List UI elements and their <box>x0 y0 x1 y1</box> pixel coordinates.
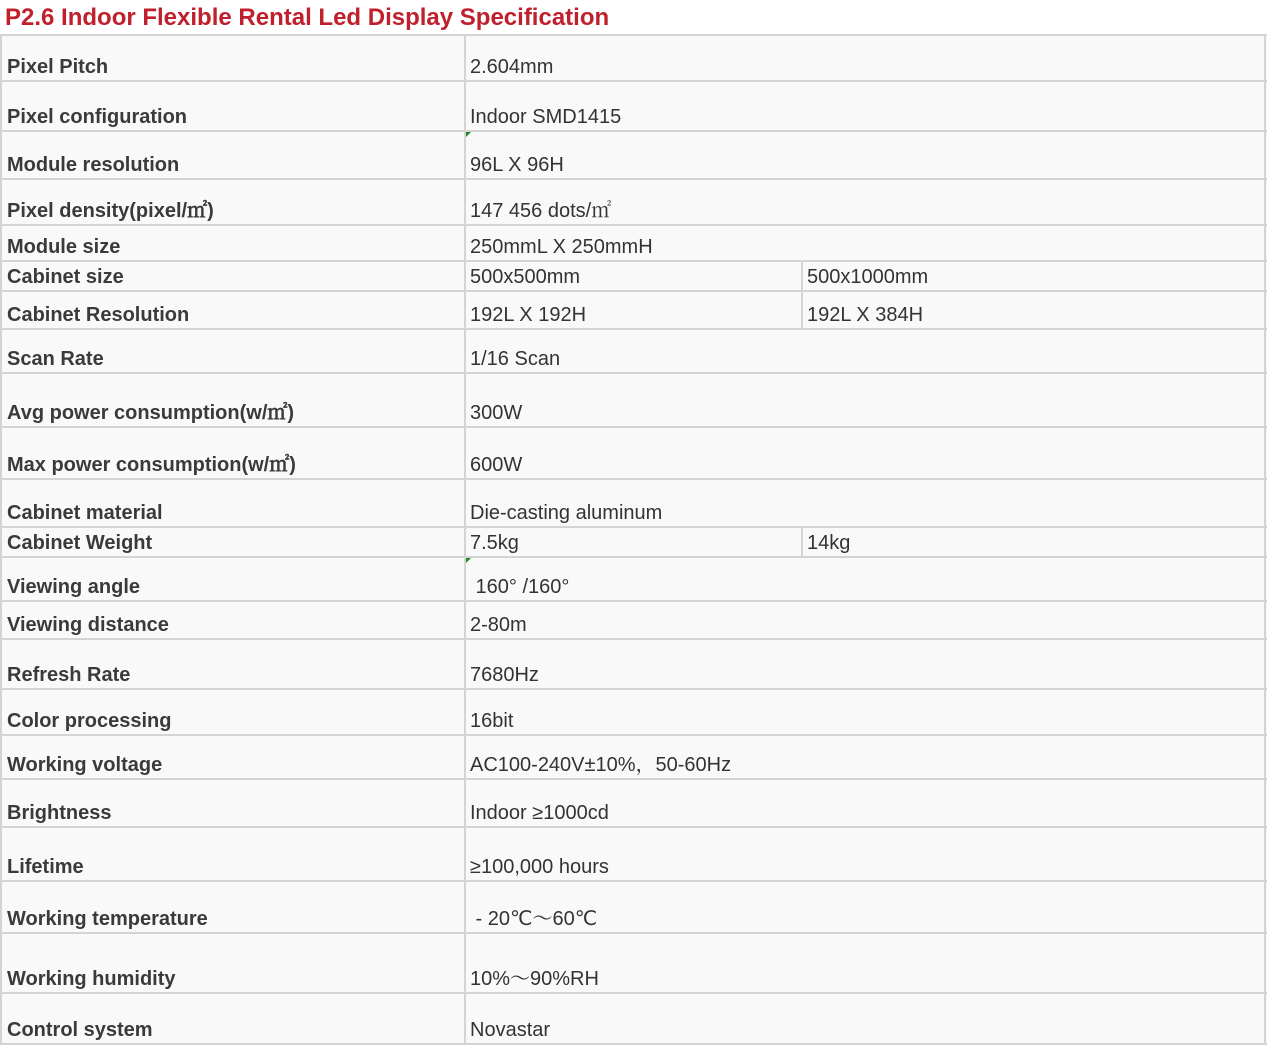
table-row <box>0 82 1267 132</box>
table-row <box>0 602 1267 640</box>
table-row <box>0 428 1267 480</box>
spec-value: 7680Hz <box>464 640 1266 688</box>
spec-value: 192L X 192H <box>464 292 801 328</box>
spec-value: - 20℃～60℃ <box>464 882 1266 932</box>
table-row <box>0 828 1267 882</box>
spec-value: 2-80m <box>464 602 1266 638</box>
spec-label: Cabinet Weight <box>0 528 464 556</box>
spec-value: 250mmL X 250mmH <box>464 226 1266 260</box>
spec-value: 160° /160° <box>464 558 1266 600</box>
spec-label: Working humidity <box>0 934 464 992</box>
table-row <box>0 690 1267 736</box>
spec-label: Working temperature <box>0 882 464 932</box>
spec-label: Module resolution <box>0 132 464 178</box>
spec-label: Viewing angle <box>0 558 464 600</box>
page-title: P2.6 Indoor Flexible Rental Led Display Specification <box>0 0 1267 34</box>
spec-value-alt: 14kg <box>801 528 1266 556</box>
spec-label: Lifetime <box>0 828 464 880</box>
table-row <box>0 226 1267 262</box>
spec-label: Refresh Rate <box>0 640 464 688</box>
spec-value: 10%～90%RH <box>464 934 1266 992</box>
spec-label: Pixel density(pixel/㎡) <box>0 180 464 224</box>
spec-label: Brightness <box>0 780 464 826</box>
spec-label: Cabinet Resolution <box>0 292 464 328</box>
spec-value: 7.5kg <box>464 528 801 556</box>
spec-label: Pixel Pitch <box>0 36 464 80</box>
spec-value: 2.604mm <box>464 36 1266 80</box>
spec-value: AC100-240V±10%，50-60Hz <box>464 736 1266 778</box>
spec-label: Cabinet size <box>0 262 464 290</box>
spec-label: Scan Rate <box>0 330 464 372</box>
spec-value: 600W <box>464 428 1266 478</box>
table-row <box>0 480 1267 528</box>
spec-table <box>0 34 1267 1043</box>
spec-value: 147 456 dots/㎡ <box>464 180 1266 224</box>
spec-value: 96L X 96H <box>464 132 1266 178</box>
table-row <box>0 780 1267 828</box>
spec-value: 16bit <box>464 690 1266 734</box>
table-row <box>0 180 1267 226</box>
spec-value: 300W <box>464 374 1266 426</box>
spec-label: Control system <box>0 994 464 1043</box>
table-row <box>0 132 1267 180</box>
table-row <box>0 736 1267 780</box>
table-row <box>0 528 1267 558</box>
spec-value: 1/16 Scan <box>464 330 1266 372</box>
spec-value: Die-casting aluminum <box>464 480 1266 526</box>
table-row <box>0 330 1267 374</box>
spec-value: 500x500mm <box>464 262 801 290</box>
spec-label: Working voltage <box>0 736 464 778</box>
table-row <box>0 934 1267 994</box>
spec-label: Max power consumption(w/㎡) <box>0 428 464 478</box>
table-row <box>0 640 1267 690</box>
spec-label: Viewing distance <box>0 602 464 638</box>
spec-value-alt: 500x1000mm <box>801 262 1266 290</box>
spec-value-alt: 192L X 384H <box>801 292 1266 328</box>
spec-value: Indoor ≥1000cd <box>464 780 1266 826</box>
table-row <box>0 292 1267 330</box>
table-row <box>0 36 1267 82</box>
spec-value: ≥100,000 hours <box>464 828 1266 880</box>
spec-value: Indoor SMD1415 <box>464 82 1266 130</box>
spec-label: Cabinet material <box>0 480 464 526</box>
spec-label: Pixel configuration <box>0 82 464 130</box>
spec-label: Avg power consumption(w/㎡) <box>0 374 464 426</box>
table-row <box>0 262 1267 292</box>
table-row <box>0 882 1267 934</box>
table-row <box>0 374 1267 428</box>
table-row <box>0 558 1267 602</box>
spec-label: Module size <box>0 226 464 260</box>
spec-label: Color processing <box>0 690 464 734</box>
spec-value: Novastar <box>464 994 1266 1043</box>
table-row <box>0 994 1267 1045</box>
